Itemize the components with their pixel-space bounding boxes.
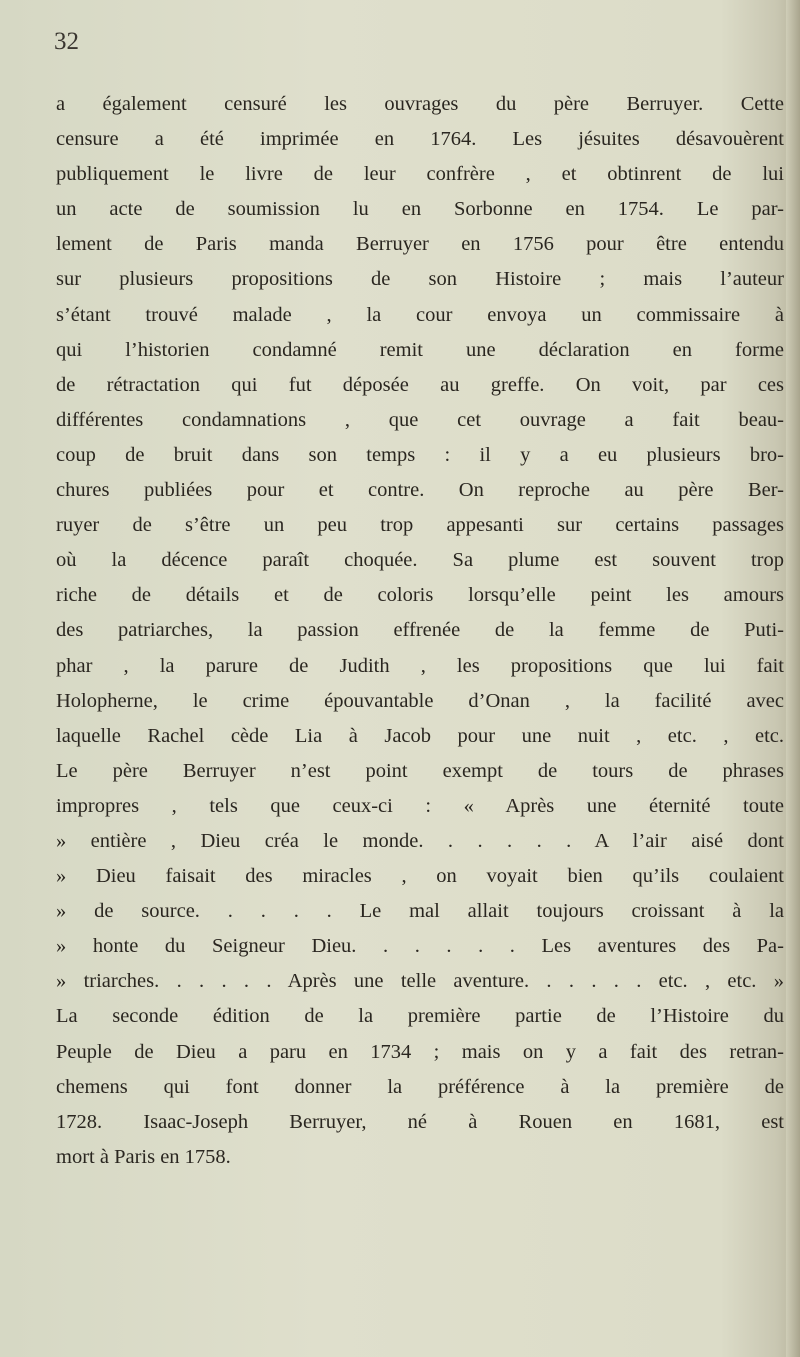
text-line: ruyer de s’être un peu trop appesanti sur certains passages bbox=[56, 514, 784, 537]
text-line: » triarches. . . . . . Après une telle aventure. . . . . . etc. , etc. » bbox=[56, 970, 784, 993]
text-line: » entière , Dieu créa le monde. . . . . . A l’air aisé dont bbox=[56, 829, 784, 852]
text-line: qui l’historien condamné remit une déclaration en forme bbox=[56, 338, 784, 361]
text-line: publiquement le livre de leur confrère , et obtinrent de lui bbox=[56, 163, 784, 186]
text-line: » de source. . . . . Le mal allait toujours croissant à la bbox=[56, 900, 784, 923]
text-line: impropres , tels que ceux-ci : « Après une éternité toute bbox=[56, 794, 784, 817]
text-line: où la décence paraît choquée. Sa plume est souvent trop bbox=[56, 549, 784, 572]
text-line: » Dieu faisait des miracles , on voyait bien qu’ils coulaient bbox=[56, 865, 784, 888]
text-line: chures publiées pour et contre. On reproche au père Ber- bbox=[56, 479, 784, 502]
text-line: des patriarches, la passion effrenée de la femme de Puti- bbox=[56, 619, 784, 642]
text-line: chemens qui font donner la préférence à la première de bbox=[56, 1075, 784, 1098]
text-line: laquelle Rachel cède Lia à Jacob pour une nuit , etc. , etc. bbox=[56, 724, 784, 747]
text-line: un acte de soumission lu en Sorbonne en 1754. Le par- bbox=[56, 198, 784, 221]
text-line: a également censuré les ouvrages du père Berruyer. Cette bbox=[56, 93, 784, 115]
text-line: Peuple de Dieu a paru en 1734 ; mais on y a fait des retran- bbox=[56, 1040, 784, 1063]
text-line: de rétractation qui fut déposée au greffe. On voit, par ces bbox=[56, 373, 784, 396]
text-line: La seconde édition de la première partie de l’Histoire du bbox=[56, 1005, 784, 1028]
text-line: s’étant trouvé malade , la cour envoya un commissaire à bbox=[56, 303, 784, 326]
text-line: censure a été imprimée en 1764. Les jésuites désavouèrent bbox=[56, 128, 784, 151]
page-edge-shadow bbox=[786, 0, 800, 1357]
text-line: Le père Berruyer n’est point exempt de tours de phrases bbox=[56, 759, 784, 782]
text-line: 1728. Isaac-Joseph Berruyer, né à Rouen en 1681, est bbox=[56, 1110, 784, 1133]
text-line: lement de Paris manda Berruyer en 1756 pour être entendu bbox=[56, 233, 784, 256]
page-number: 32 bbox=[54, 28, 79, 55]
text-line: mort à Paris en 1758. bbox=[56, 1145, 231, 1168]
text-line: sur plusieurs propositions de son Histoire ; mais l’auteur bbox=[56, 268, 784, 291]
text-line: différentes condamnations , que cet ouvrage a fait beau- bbox=[56, 408, 784, 431]
text-line: phar , la parure de Judith , les propositions que lui fait bbox=[56, 654, 784, 677]
text-line: Holopherne, le crime épouvantable d’Onan , la facilité avec bbox=[56, 689, 784, 712]
text-line: » honte du Seigneur Dieu. . . . . . Les aventures des Pa- bbox=[56, 935, 784, 958]
text-line: coup de bruit dans son temps : il y a eu plusieurs bro- bbox=[56, 443, 784, 466]
text-line: riche de détails et de coloris lorsqu’elle peint les amours bbox=[56, 584, 784, 607]
body-text bbox=[56, 87, 784, 1175]
